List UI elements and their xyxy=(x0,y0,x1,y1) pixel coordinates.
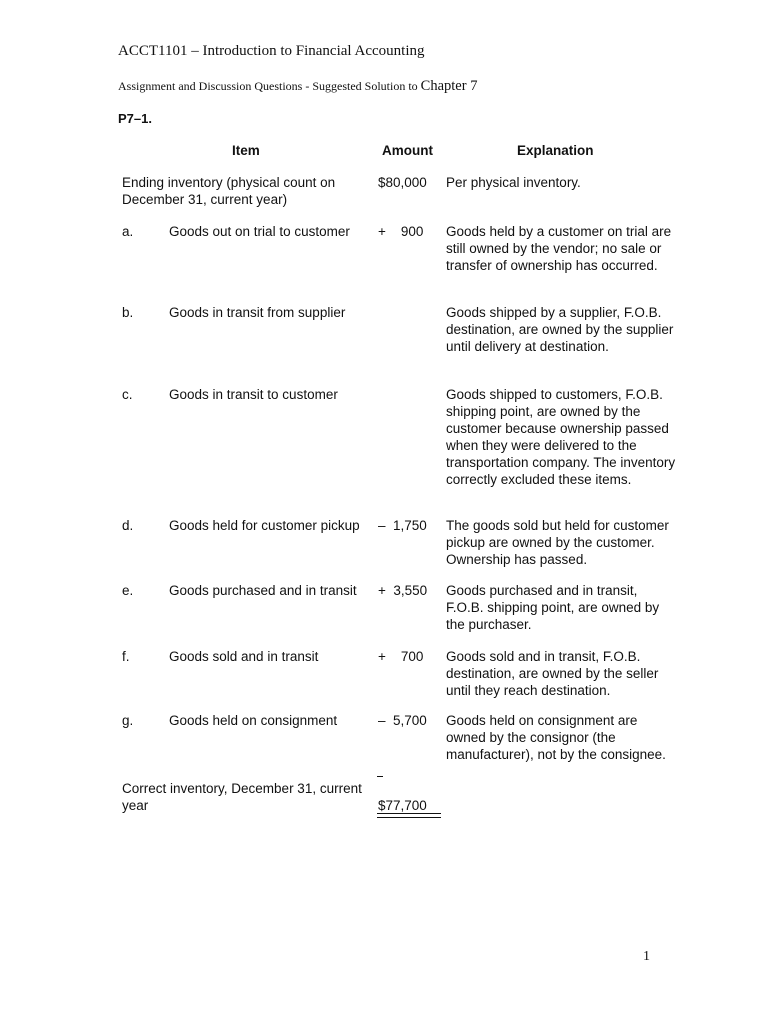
total-amount: $77,700 xyxy=(378,798,427,813)
sum-rule xyxy=(377,776,383,777)
course-title: ACCT1101 – Introduction to Financial Accounting xyxy=(118,43,425,59)
row-description: Goods in transit to customer xyxy=(169,387,338,402)
document-subtitle xyxy=(118,78,477,95)
row-explanation: Goods held on consignment are owned by the consignor (the manufacturer), not by the consignee. xyxy=(446,713,666,762)
row-letter: g. xyxy=(122,713,134,728)
row-description: Goods held for customer pickup xyxy=(169,518,360,533)
row-letter: a. xyxy=(122,224,134,239)
row-letter: d. xyxy=(122,518,134,533)
chapter-label: Chapter 7 xyxy=(420,78,478,94)
row-description: Goods sold and in transit xyxy=(169,649,319,664)
opening-amount: $80,000 xyxy=(378,175,427,190)
column-header-item: Item xyxy=(232,143,260,158)
column-header-amount: Amount xyxy=(382,143,433,158)
total-label: Correct inventory, December 31, current year xyxy=(122,781,362,813)
column-header-explanation: Explanation xyxy=(517,143,594,158)
row-explanation: Goods sold and in transit, F.O.B. destination, are owned by the seller until they reach destination. xyxy=(446,649,659,698)
problem-number: P7–1. xyxy=(118,111,152,126)
row-letter: f. xyxy=(122,649,130,664)
subtitle-text: Assignment and Discussion Questions - Suggested Solution to xyxy=(118,79,418,93)
row-explanation: Goods shipped to customers, F.O.B. shipping point, are owned by the customer because ownership passed when they were delivered to the transportation company. The inventory correctly excluded these items. xyxy=(446,387,676,487)
row-explanation: The goods sold but held for customer pickup are owned by the customer. Ownership has passed. xyxy=(446,518,669,567)
page-number: 1 xyxy=(643,949,650,964)
row-explanation: Goods shipped by a supplier, F.O.B. destination, are owned by the supplier until delivery at destination. xyxy=(446,305,674,354)
double-underline xyxy=(377,813,441,818)
row-explanation: Goods purchased and in transit, F.O.B. shipping point, are owned by the purchaser. xyxy=(446,583,660,632)
row-description: Goods out on trial to customer xyxy=(169,224,350,239)
row-description: Goods held on consignment xyxy=(169,713,338,728)
row-letter: e. xyxy=(122,583,134,598)
row-description: Goods purchased and in transit xyxy=(169,583,357,598)
row-amount: + 900 xyxy=(378,224,424,239)
row-amount: + 700 xyxy=(378,649,424,664)
row-amount: – 5,700 xyxy=(378,713,427,728)
row-explanation: Goods held by a customer on trial are still owned by the vendor; no sale or transfer of ownership has occurred. xyxy=(446,224,672,273)
opening-explanation: Per physical inventory. xyxy=(446,175,581,190)
opening-item: Ending inventory (physical count on December 31, current year) xyxy=(122,175,336,207)
row-amount: + 3,550 xyxy=(378,583,428,598)
row-letter: c. xyxy=(122,387,133,402)
row-amount: – 1,750 xyxy=(378,518,427,533)
row-letter: b. xyxy=(122,305,134,320)
row-description: Goods in transit from supplier xyxy=(169,305,346,320)
